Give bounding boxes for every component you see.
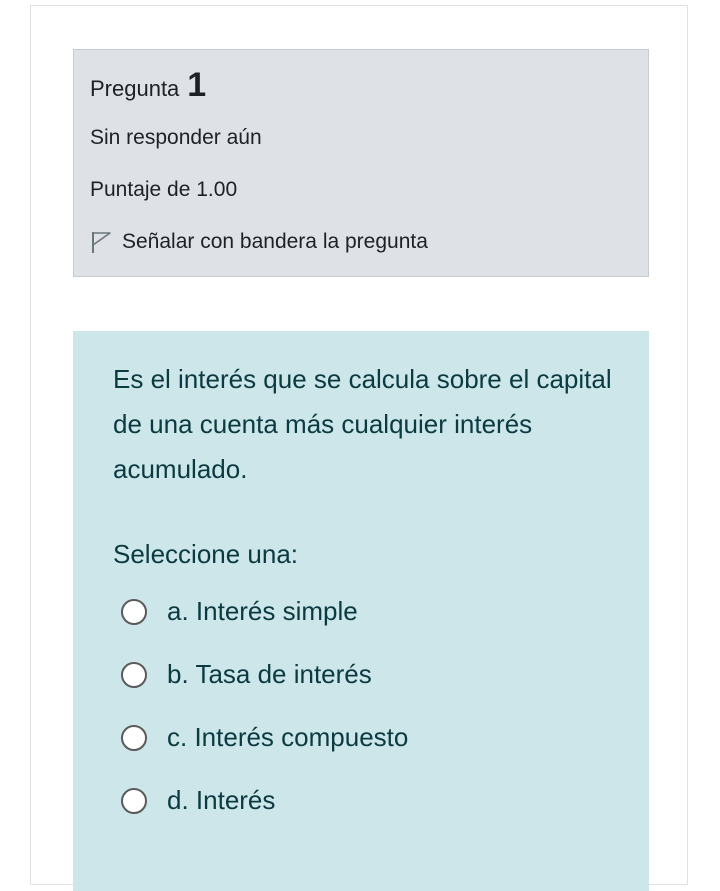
answer-option-label: a. Interés simple [167,596,358,626]
answer-option-label: b. Tasa de interés [167,659,372,689]
answer-option-a[interactable] [121,596,358,627]
flag-question-label: Señalar con bandera la pregunta [122,230,428,253]
question-state: Sin responder aún [90,126,262,149]
question-info-panel [73,49,649,277]
radio-button[interactable] [121,662,147,688]
quiz-page [30,5,688,885]
question-number: 1 [187,66,207,104]
answer-prompt: Seleccione una: [113,539,299,569]
answer-option-label: d. Interés [167,785,276,815]
radio-button[interactable] [121,725,147,751]
answer-option-d[interactable] [121,785,275,816]
answer-option-label: c. Interés compuesto [167,722,409,752]
answer-option-c[interactable] [121,722,408,753]
question-number-row [90,66,206,105]
answer-option-b[interactable] [121,659,372,690]
question-content [73,331,649,891]
flag-question-link[interactable] [90,230,428,254]
question-label: Pregunta [90,76,180,101]
radio-button[interactable] [121,788,147,814]
radio-button[interactable] [121,599,147,625]
question-text: Es el interés que se calcula sobre el capital de una cuenta más cualquier interés acumulado. [113,364,612,484]
flag-outline-icon [90,230,112,254]
question-grade: Puntaje de 1.00 [90,178,238,201]
